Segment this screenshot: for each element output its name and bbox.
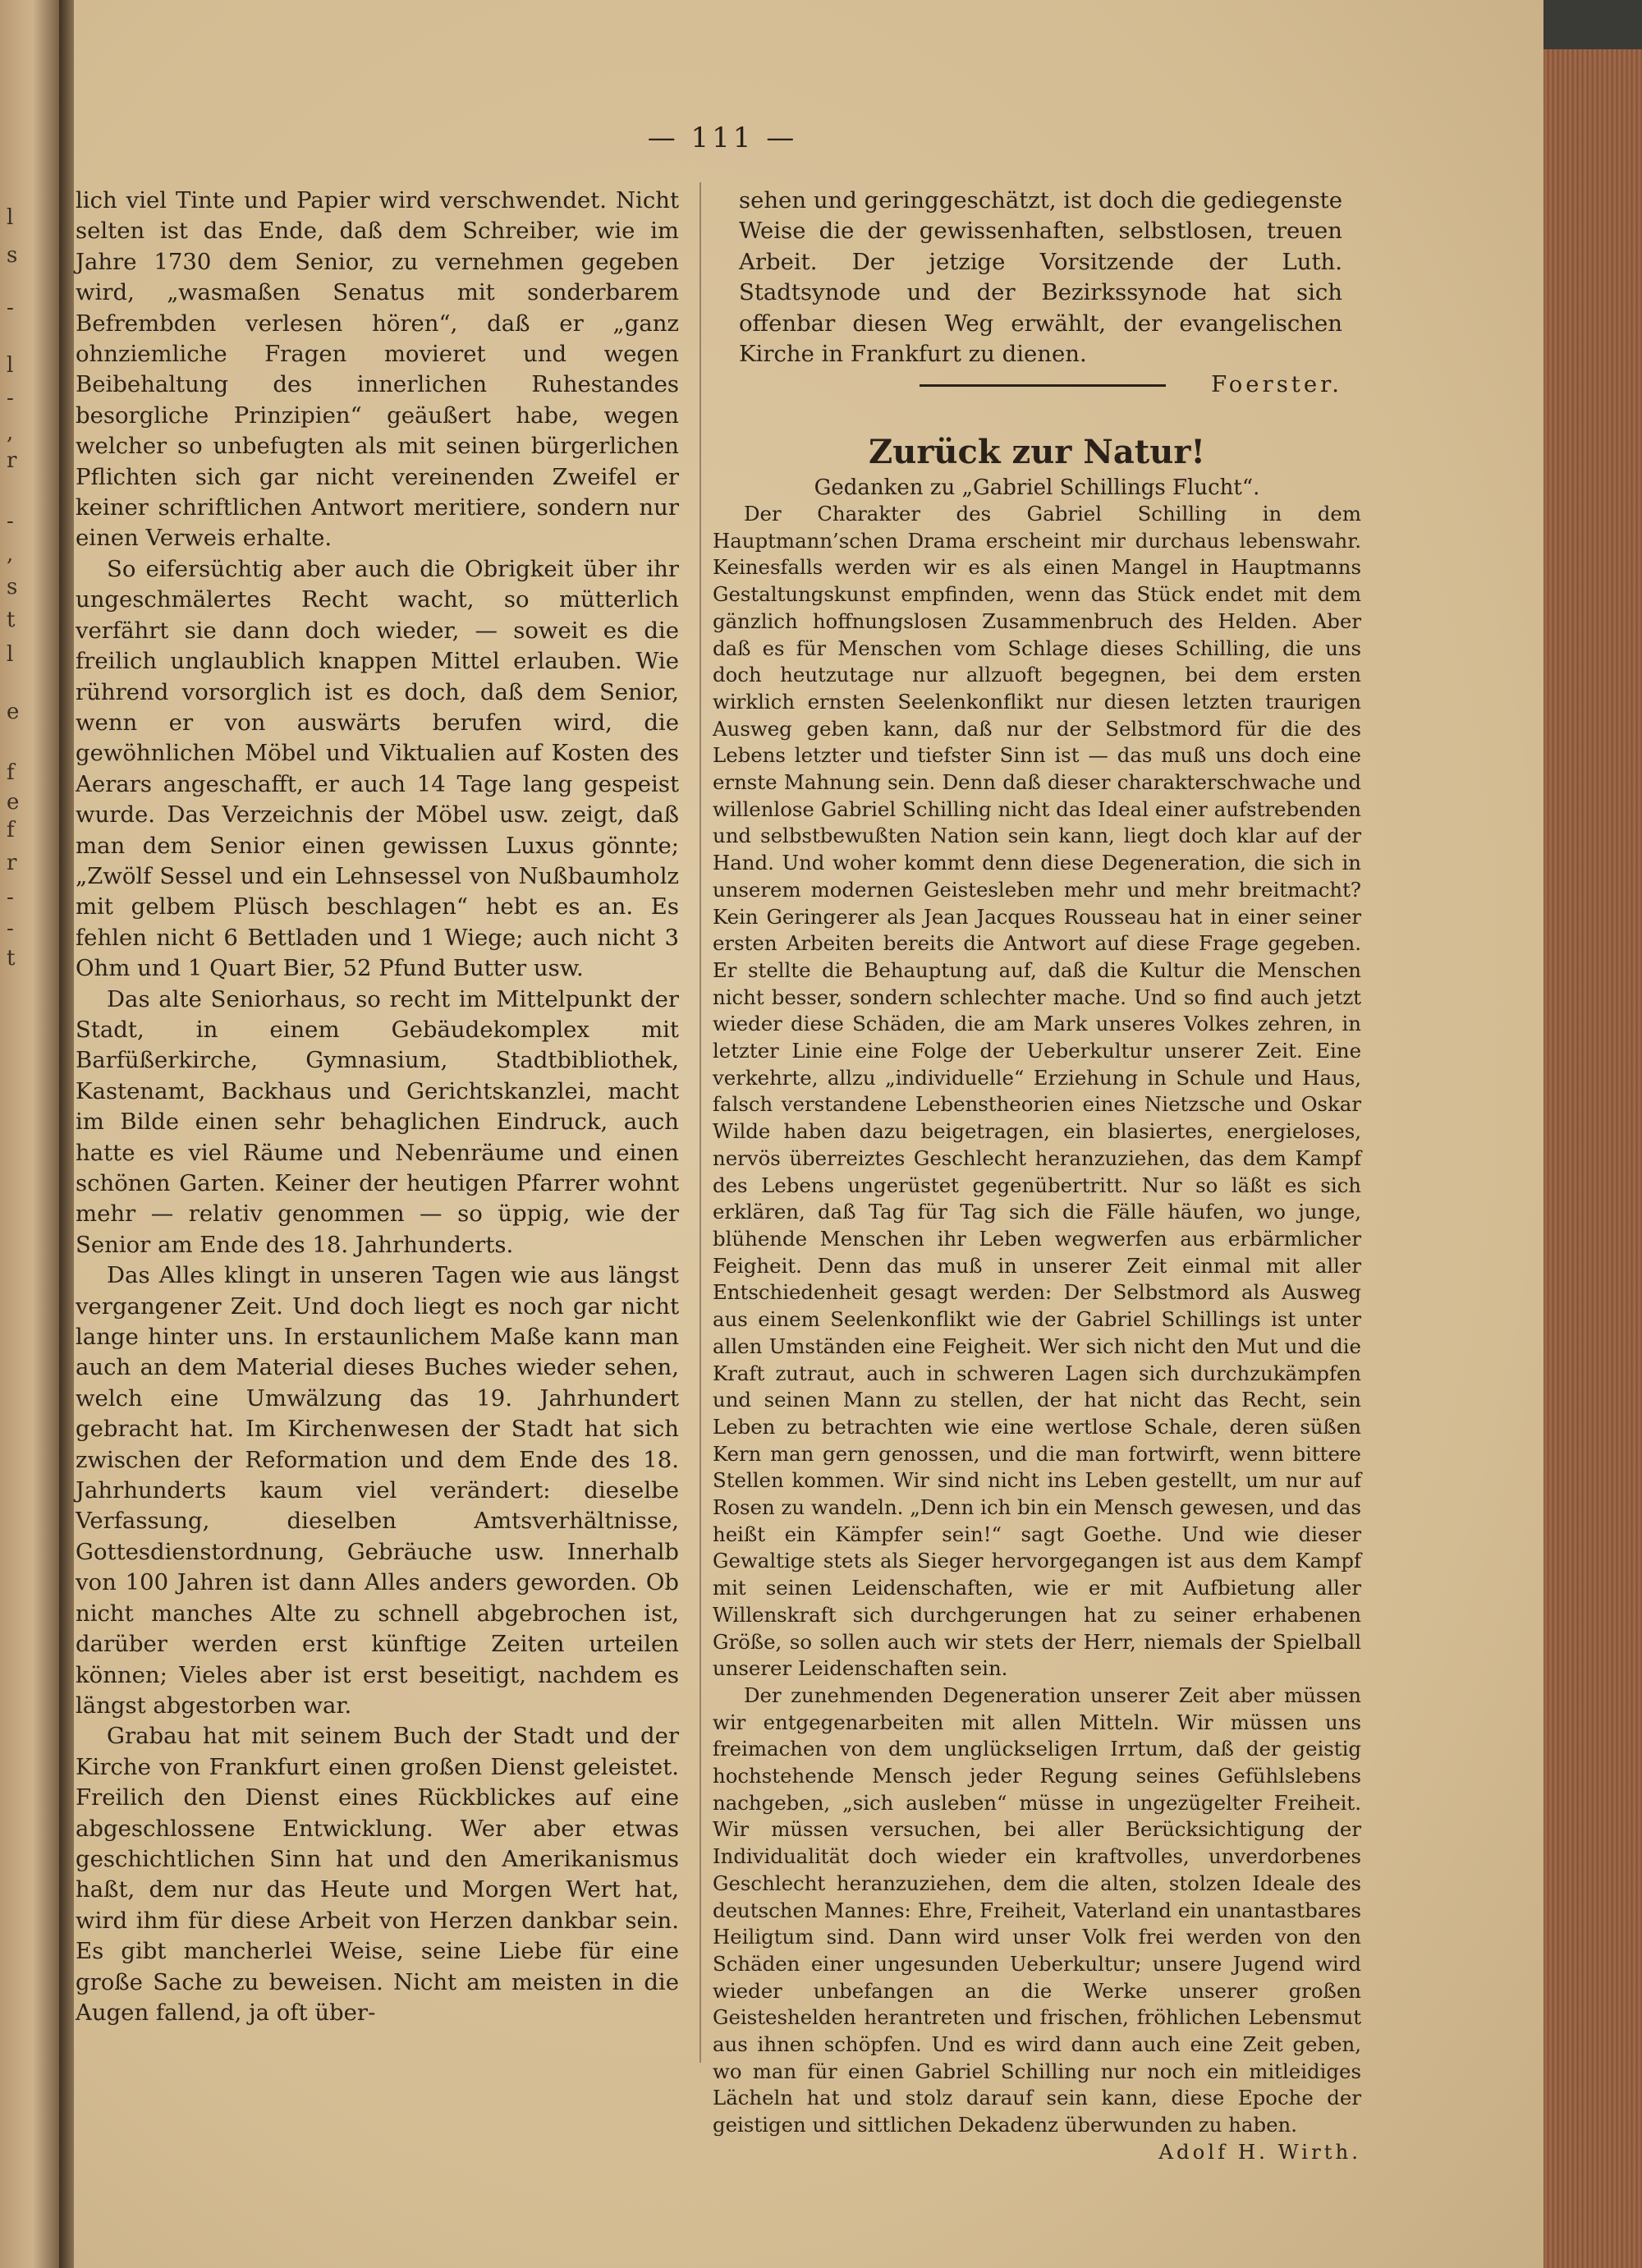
left-paragraph: Das Alles klingt in unseren Tagen wie aus längst vergangener Zeit. Und doch liegt es noch gar nicht lange hinter uns. In erstaunlichem Maße kann man auch an dem Material dieses Buches wieder sehen, welch eine Umwälzung das 19. Jahrhundert gebracht hat. Im Kirchenwesen der Stadt hat sich zwischen der Reformation und dem Ende des 18. Jahrhunderts kaum viel verändert: dieselbe Verfassung, dieselben Amtsverhältnisse, Gottesdienstordnung, Gebräuche usw. Innerhalb von 100 Jahren ist dann Alles anders geworden. Ob nicht manches Alte zu schnell abgebrochen ist, darüber werden erst künftige Zeiten urteilen können; Vieles aber ist erst beseitigt, nachdem es längst abgestorben war. xyxy=(76,1262,679,1719)
prev-page-fragment: r xyxy=(7,851,17,875)
article-subtitle: Gedanken zu „Gabriel Schillings Flucht“. xyxy=(814,475,1260,500)
left-paragraph: lich viel Tinte und Papier wird verschwendet. Nicht selten ist das Ende, daß dem Schreiber, wie im Jahre 1730 dem Senior, zu vernehmen gegeben wird, „wasmaßen Senatus mit sonderbarem Befrembden verlesen hören“, daß er „ganz ohnziemliche Fragen movieret und wegen Beibehaltung des innerlichen Ruhestandes besorgliche Prinzipien“ geäußert habe, wegen welcher so unbefugten als mit seinen bürgerlichen Pflichten sich gar nicht vereinenden Zweifel er keiner schriftlichen Antwort meritiere, sondern nur einen Verweis erhalte. xyxy=(76,187,679,552)
prev-page-fragment: f xyxy=(7,818,15,842)
prev-page-fragment: l xyxy=(7,353,14,378)
article xyxy=(713,434,1361,2166)
prev-page-fragment: s xyxy=(7,575,18,599)
prev-page-fragment: e xyxy=(7,700,20,724)
column-divider xyxy=(699,182,701,2063)
left-paragraph: So eifersüchtig aber auch die Obrigkeit über ihr ungeschmälertes Recht wacht, so mütterlich verfährt sie dann doch wieder, — soweit es die freilich unglaublich knappen Mittel erlauben. Wie rührend vorsorglich ist es doch, daß dem Senior, wenn er von auswärts berufen wird, die gewöhnlichen Möbel und Viktualien auf Kosten des Aerars angeschafft, er auch 14 Tage lang gespeist wurde. Das Verzeichnis der Möbel usw. zeigt, daß man dem Senior einen gewissen Luxus gönnte; „Zwölf Sessel und ein Lehnsessel von Nußbaumholz mit gelbem Plüsch beschlagen“ hebt es an. Es fehlen nicht 6 Bettladen und 1 Wiege; auch nicht 3 Ohm und 1 Quart Bier, 52 Pfund Butter usw. xyxy=(76,555,679,982)
left-paragraph: Grabau hat mit seinem Buch der Stadt und der Kirche von Frankfurt einen großen Dienst geleistet. Freilich den Dienst eines Rückblickes auf eine abgeschlossene Entwicklung. Wer aber etwas geschichtlichen Sinn hat und den Amerikanismus haßt, dem nur das Heute und Morgen Wert hat, wird ihm für diese Arbeit von Herzen dankbar sein. Es gibt mancherlei Weise, seine Liebe für eine große Sache zu beweisen. Nicht am meisten in die Augen fallend, ja oft über- xyxy=(76,1723,679,2026)
binding-corner xyxy=(1543,0,1642,49)
prev-page-fragment: - xyxy=(7,296,14,320)
author-signature: Foerster. xyxy=(1211,371,1342,398)
previous-page-edge xyxy=(0,0,59,2268)
article-author: Adolf H. Wirth. xyxy=(1158,2139,1361,2164)
prev-page-fragment: e xyxy=(7,790,20,815)
prev-page-fragment: t xyxy=(7,946,16,971)
book-gutter xyxy=(59,0,74,2268)
left-column xyxy=(76,186,679,2028)
prev-page-fragment: r xyxy=(7,448,17,473)
right-column-continuation xyxy=(739,186,1342,401)
prev-page-fragment: - xyxy=(7,916,14,941)
article-paragraph: Der Charakter des Gabriel Schilling in dem Hauptmann’schen Drama erscheint mir durchaus lebenswahr. Keinesfalls werden wir es als einen Mangel in Hauptmanns Gestaltungskunst empfinden, wenn das Stück endet mit dem gänzlich hoffnungslosen Zusammenbruch des Helden. Aber daß es für Menschen vom Schlage dieses Schilling, die uns doch heutzutage nur allzuoft begegnen, bei dem ersten wirklich ernsten Seelenkonflikt nur diesen letzten traurigen Ausweg geben kann, daß nur der Selbstmord für die des Lebens letzter und tiefster Sinn ist — das muß uns doch eine ernste Mahnung sein. Denn daß dieser charakterschwache und willenlose Gabriel Schilling nicht das Ideal einer aufstrebenden und selbstbewußten Nation sein kann, liegt doch klar auf der Hand. Und woher kommt denn diese Degeneration, die sich in unserem modernen Geistesleben mehr und mehr breitmacht? Kein Geringerer als Jean Jacques Rousseau hat in einer seiner ersten Arbeiten bereits die Antwort auf diese Frage gegeben. Er stellte die Behauptung auf, daß die Kultur die Menschen nicht besser, sondern schlechter mache. Und so find auch jetzt wieder diese Schäden, die am Mark unseres Volkes zehren, in letzter Linie eine Folge der Ueberkultur unserer Zeit. Eine verkehrte, allzu „individuelle“ Erziehung in Schule und Haus, falsch verstandene Lebenstheorien eines Nietzsche und Oskar Wilde haben dazu beigetragen, ein blasiertes, energieloses, nervös überreiztes Geschlecht heranzuziehen, das dem Kampf des Lebens ungerüstet gegenübertritt. Nur so läßt es sich erklären, daß Tag für Tag sich die Fälle häufen, wo junge, blühende Menschen ihr Leben wegwerfen aus erbärmlicher Feigheit. Denn das muß in unserer Zeit einmal mit aller Entschiedenheit gesagt werden: Der Selbstmord als Ausweg aus einem Seelenkonflikt wie der Gabriel Schillings ist unter allen Umständen eine Feigheit. Wer sich nicht den Mut und die Kraft zutraut, auch in schweren Lagen sich durchzukämpfen und seinen Mann zu stellen, der hat nicht das Recht, sein Leben zu betrachten wie eine wertlose Schale, deren süßen Kern man gern genossen, und die man fortwirft, wenn bittere Stellen kommen. Wir sind nicht ins Leben gestellt, um nur auf Rosen zu wandeln. „Denn ich bin ein Mensch gewesen, und das heißt ein Kämpfer sein!“ sagt Goethe. Und wie dieser Gewaltige stets als Sieger hervorgegangen ist aus dem Kampf mit seinen Leidenschaften, wie er mit Aufbietung aller Willenskraft sich durchgerungen hat zu seiner erhabenen Größe, so sollen auch wir stets der Herr, niemals der Spielball unserer Leidenschaften sein. xyxy=(713,502,1361,1681)
prev-page-fragment: - xyxy=(7,386,14,411)
prev-page-fragment: t xyxy=(7,608,16,632)
article-paragraph: Der zunehmenden Degeneration unserer Zeit aber müssen wir entgegenarbeiten mit allen Mitteln. Wir müssen uns freimachen von dem unglückseligen Irrtum, daß der geistig hochstehende Mensch jeder Regung seines Gefühlslebens nachgeben, „sich ausleben“ müsse in ungezügelter Freiheit. Wir müssen versuchen, bei aller Berücksichtigung der Individualität doch wieder ein kraftvolles, unverdorbenes Geschlecht heranzuziehen, dem die alten, stolzen Ideale des deutschen Mannes: Ehre, Freiheit, Vaterland ein unantastbares Heiligtum sind. Dann wird unser Volk frei werden von den Schäden einer ungesunden Ueberkultur; unsere Jugend wird wieder unbefangen an die Werke unserer großen Geisteshelden herantreten und frischen, fröhlichen Lebensmut aus ihnen schöpfen. Und es wird dann auch eine Zeit geben, wo man für einen Gabriel Schilling nur noch ein mitleidiges Lächeln hat und stolz darauf sein kann, diese Epoche der geistigen und sittlichen Dekadenz überwunden zu haben. xyxy=(713,1683,1361,2137)
section-rule xyxy=(920,384,1166,387)
prev-page-fragment: s xyxy=(7,243,18,268)
prev-page-fragment: f xyxy=(7,760,15,785)
page-number: — 111 — xyxy=(647,122,798,154)
prev-page-fragment: , xyxy=(7,420,14,445)
article-title: Zurück zur Natur! xyxy=(869,433,1205,471)
prev-page-fragment: - xyxy=(7,885,14,910)
prev-page-fragment: - xyxy=(7,509,14,534)
prev-page-fragment: l xyxy=(7,642,14,667)
left-paragraph: Das alte Seniorhaus, so recht im Mittelpunkt der Stadt, in einem Gebäudekomplex mit Barfüßerkirche, Gymnasium, Stadtbibliothek, Kastenamt, Backhaus und Gerichtskanzlei, macht im Bilde einen sehr behaglichen Eindruck, auch hatte es viel Räume und Nebenräume und einen schönen Garten. Keiner der heutigen Pfarrer wohnt mehr — relativ genommen — so üppig, wie der Senior am Ende des 18. Jahrhunderts. xyxy=(76,985,679,1258)
prev-page-fragment: l xyxy=(7,205,14,230)
prev-page-fragment: , xyxy=(7,542,14,567)
continuation-paragraph: sehen und geringgeschätzt, ist doch die gediegenste Weise die der gewissenhaften, selbstlosen, treuen Arbeit. Der jetzige Vorsitzende der Luth. Stadtsynode und der Bezirkssynode hat sich offenbar diesen Weg erwählt, der evangelischen Kirche in Frankfurt zu dienen. xyxy=(739,187,1343,368)
page-block-edge xyxy=(1543,49,1642,2268)
